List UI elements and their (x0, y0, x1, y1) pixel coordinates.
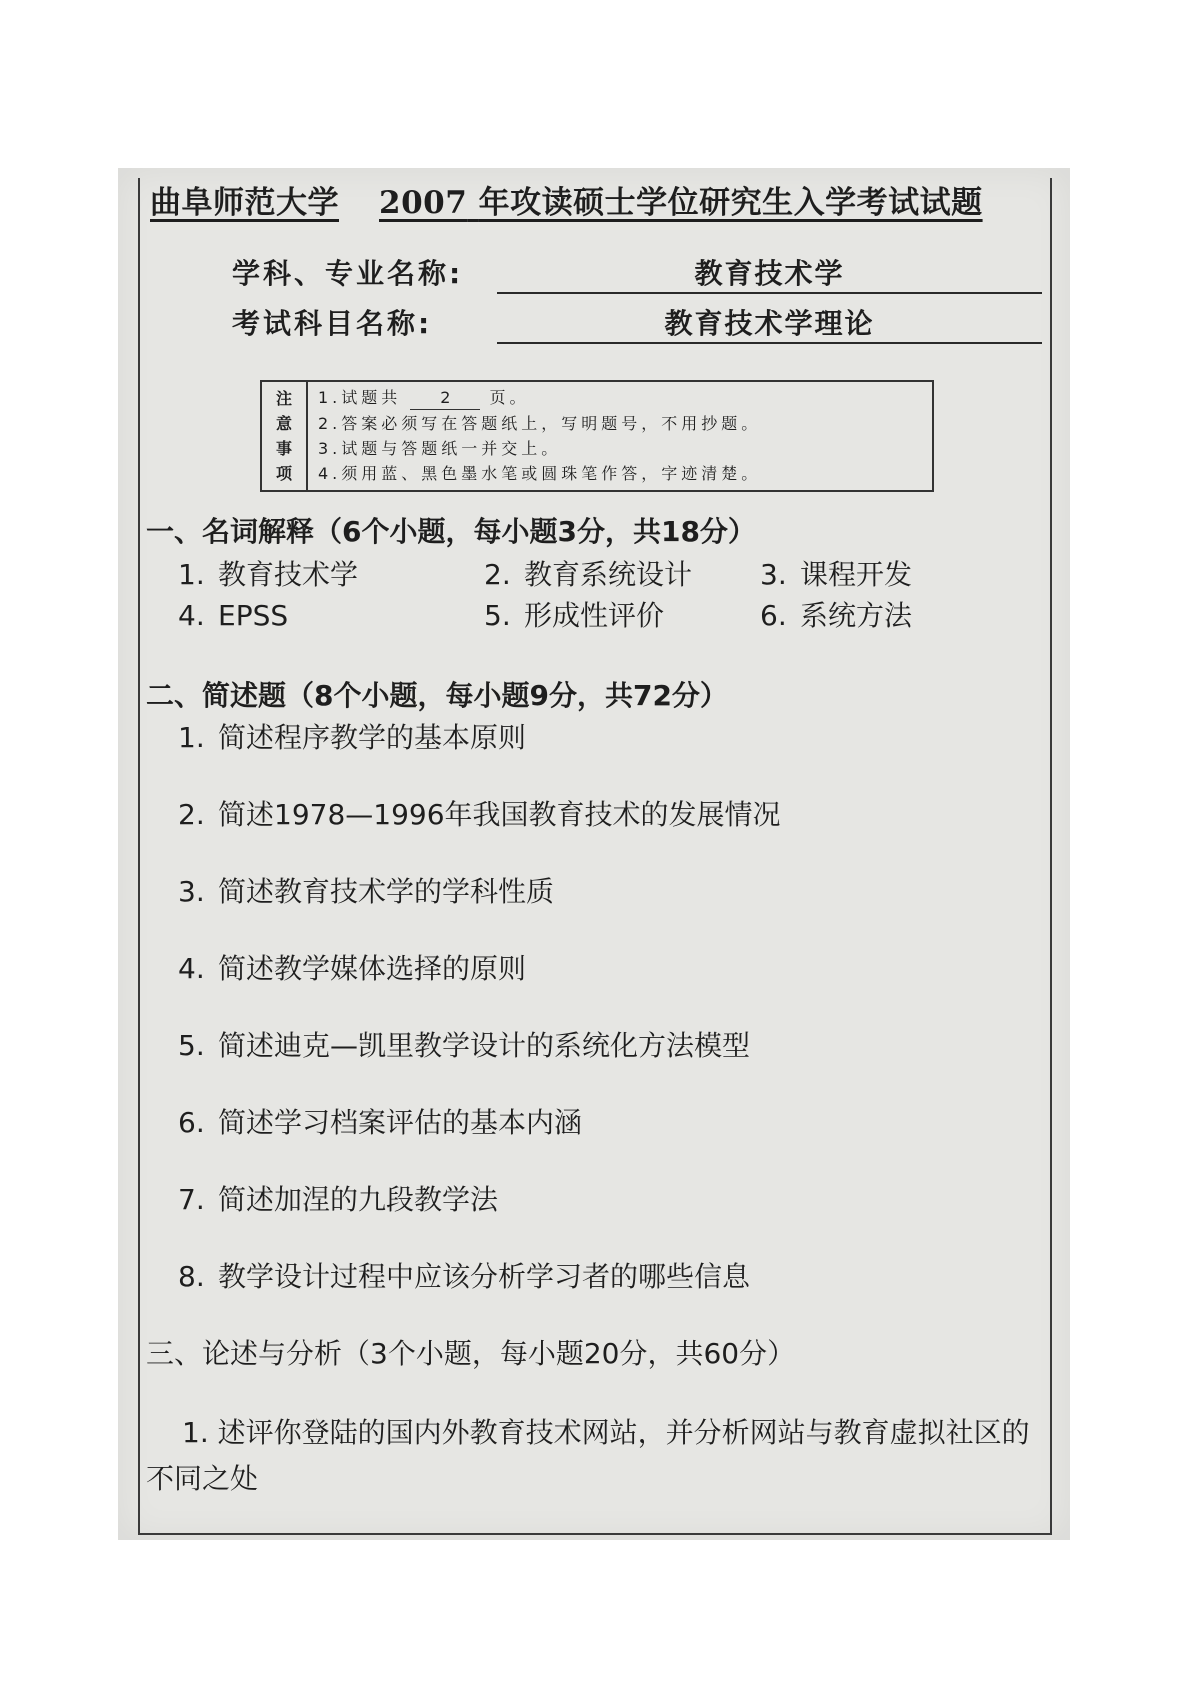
term-item (760, 555, 912, 595)
notice-line-1-suffix: 页。 (489, 387, 530, 407)
notice-heading-char: 注 (275, 388, 292, 408)
term-num: 6. (760, 599, 787, 632)
question-item (178, 1103, 582, 1143)
question-num: 8. (178, 1260, 205, 1293)
question-text: 简述1978—1996年我国教育技术的发展情况 (218, 798, 781, 831)
question-text: 简述学习档案评估的基本内涵 (218, 1106, 583, 1139)
exam-title (150, 182, 1040, 224)
subject-value: 教育技术学理论 (497, 302, 1042, 344)
notice-heading (262, 382, 308, 490)
notice-line-2: 2.答案必须写在答题纸上，写明题号，不用抄题。 (318, 413, 762, 433)
exam-title-text: 年攻读硕士学位研究生入学考试试题 (478, 185, 983, 221)
exam-year: 2007 (379, 185, 468, 221)
major-row (232, 252, 1042, 296)
question-item (178, 1257, 750, 1297)
question-num: 2. (178, 798, 205, 831)
university-name: 曲阜师范大学 (150, 185, 339, 221)
notice-line-1 (318, 387, 922, 410)
section-3-title: 三、论述与分析（3个小题，每小题20分，共60分） (146, 1337, 796, 1370)
notice-lines (308, 382, 932, 490)
term-num: 2. (484, 558, 511, 591)
question-num: 1. (178, 721, 205, 754)
question-text: 简述程序教学的基本原则 (218, 721, 527, 754)
question-num: 4. (178, 952, 205, 985)
term-num: 3. (760, 558, 787, 591)
subject-label: 考试科目名称: (232, 307, 433, 340)
question-text: 简述加涅的九段教学法 (218, 1183, 499, 1216)
notice-box (260, 380, 934, 492)
page-count: 2 (410, 387, 480, 410)
term-item (484, 555, 692, 595)
question-item (178, 872, 554, 912)
section-2-title: 二、简述题（8个小题，每小题9分，共72分） (146, 679, 728, 712)
subject-row (232, 302, 1042, 346)
term-num: 5. (484, 599, 511, 632)
question-text: 教学设计过程中应该分析学习者的哪些信息 (218, 1260, 751, 1293)
notice-line-1-prefix: 1.试题共 (318, 387, 402, 407)
term-text: 教育技术学 (218, 558, 359, 591)
section-1-title: 一、名词解释（6个小题，每小题3分，共18分） (146, 515, 756, 548)
question-num: 6. (178, 1106, 205, 1139)
question-item (178, 949, 526, 989)
term-num: 4. (178, 599, 205, 632)
essay-question: 1. 述评你登陆的国内外教育技术网站，并分析网站与教育虚拟社区的不同之处 (146, 1416, 1030, 1495)
question-num: 5. (178, 1029, 205, 1062)
question-text: 简述教育技术学的学科性质 (218, 875, 555, 908)
term-text: EPSS (218, 599, 289, 632)
question-item (178, 718, 526, 758)
notice-heading-char: 事 (275, 438, 292, 458)
question-num: 3. (178, 875, 205, 908)
term-num: 1. (178, 558, 205, 591)
notice-heading-char: 项 (275, 463, 292, 483)
term-item (484, 596, 664, 636)
question-item (178, 795, 781, 835)
term-item (178, 596, 288, 636)
question-text: 简述教学媒体选择的原则 (218, 952, 527, 985)
major-value: 教育技术学 (497, 252, 1042, 294)
question-num: 7. (178, 1183, 205, 1216)
notice-line-3: 3.试题与答题纸一并交上。 (318, 439, 562, 459)
term-item (178, 555, 358, 595)
term-text: 课程开发 (800, 558, 913, 591)
term-text: 形成性评价 (524, 599, 665, 632)
term-text: 教育系统设计 (524, 558, 693, 591)
notice-line-4: 4.须用蓝、黑色墨水笔或圆珠笔作答，字迹清楚。 (318, 464, 762, 484)
question-text: 简述迪克—凯里教学设计的系统化方法模型 (218, 1029, 751, 1062)
question-item (178, 1180, 498, 1220)
term-item (760, 596, 912, 636)
major-label: 学科、专业名称: (232, 257, 464, 290)
question-item (178, 1026, 750, 1066)
term-text: 系统方法 (800, 599, 913, 632)
notice-heading-char: 意 (275, 413, 292, 433)
